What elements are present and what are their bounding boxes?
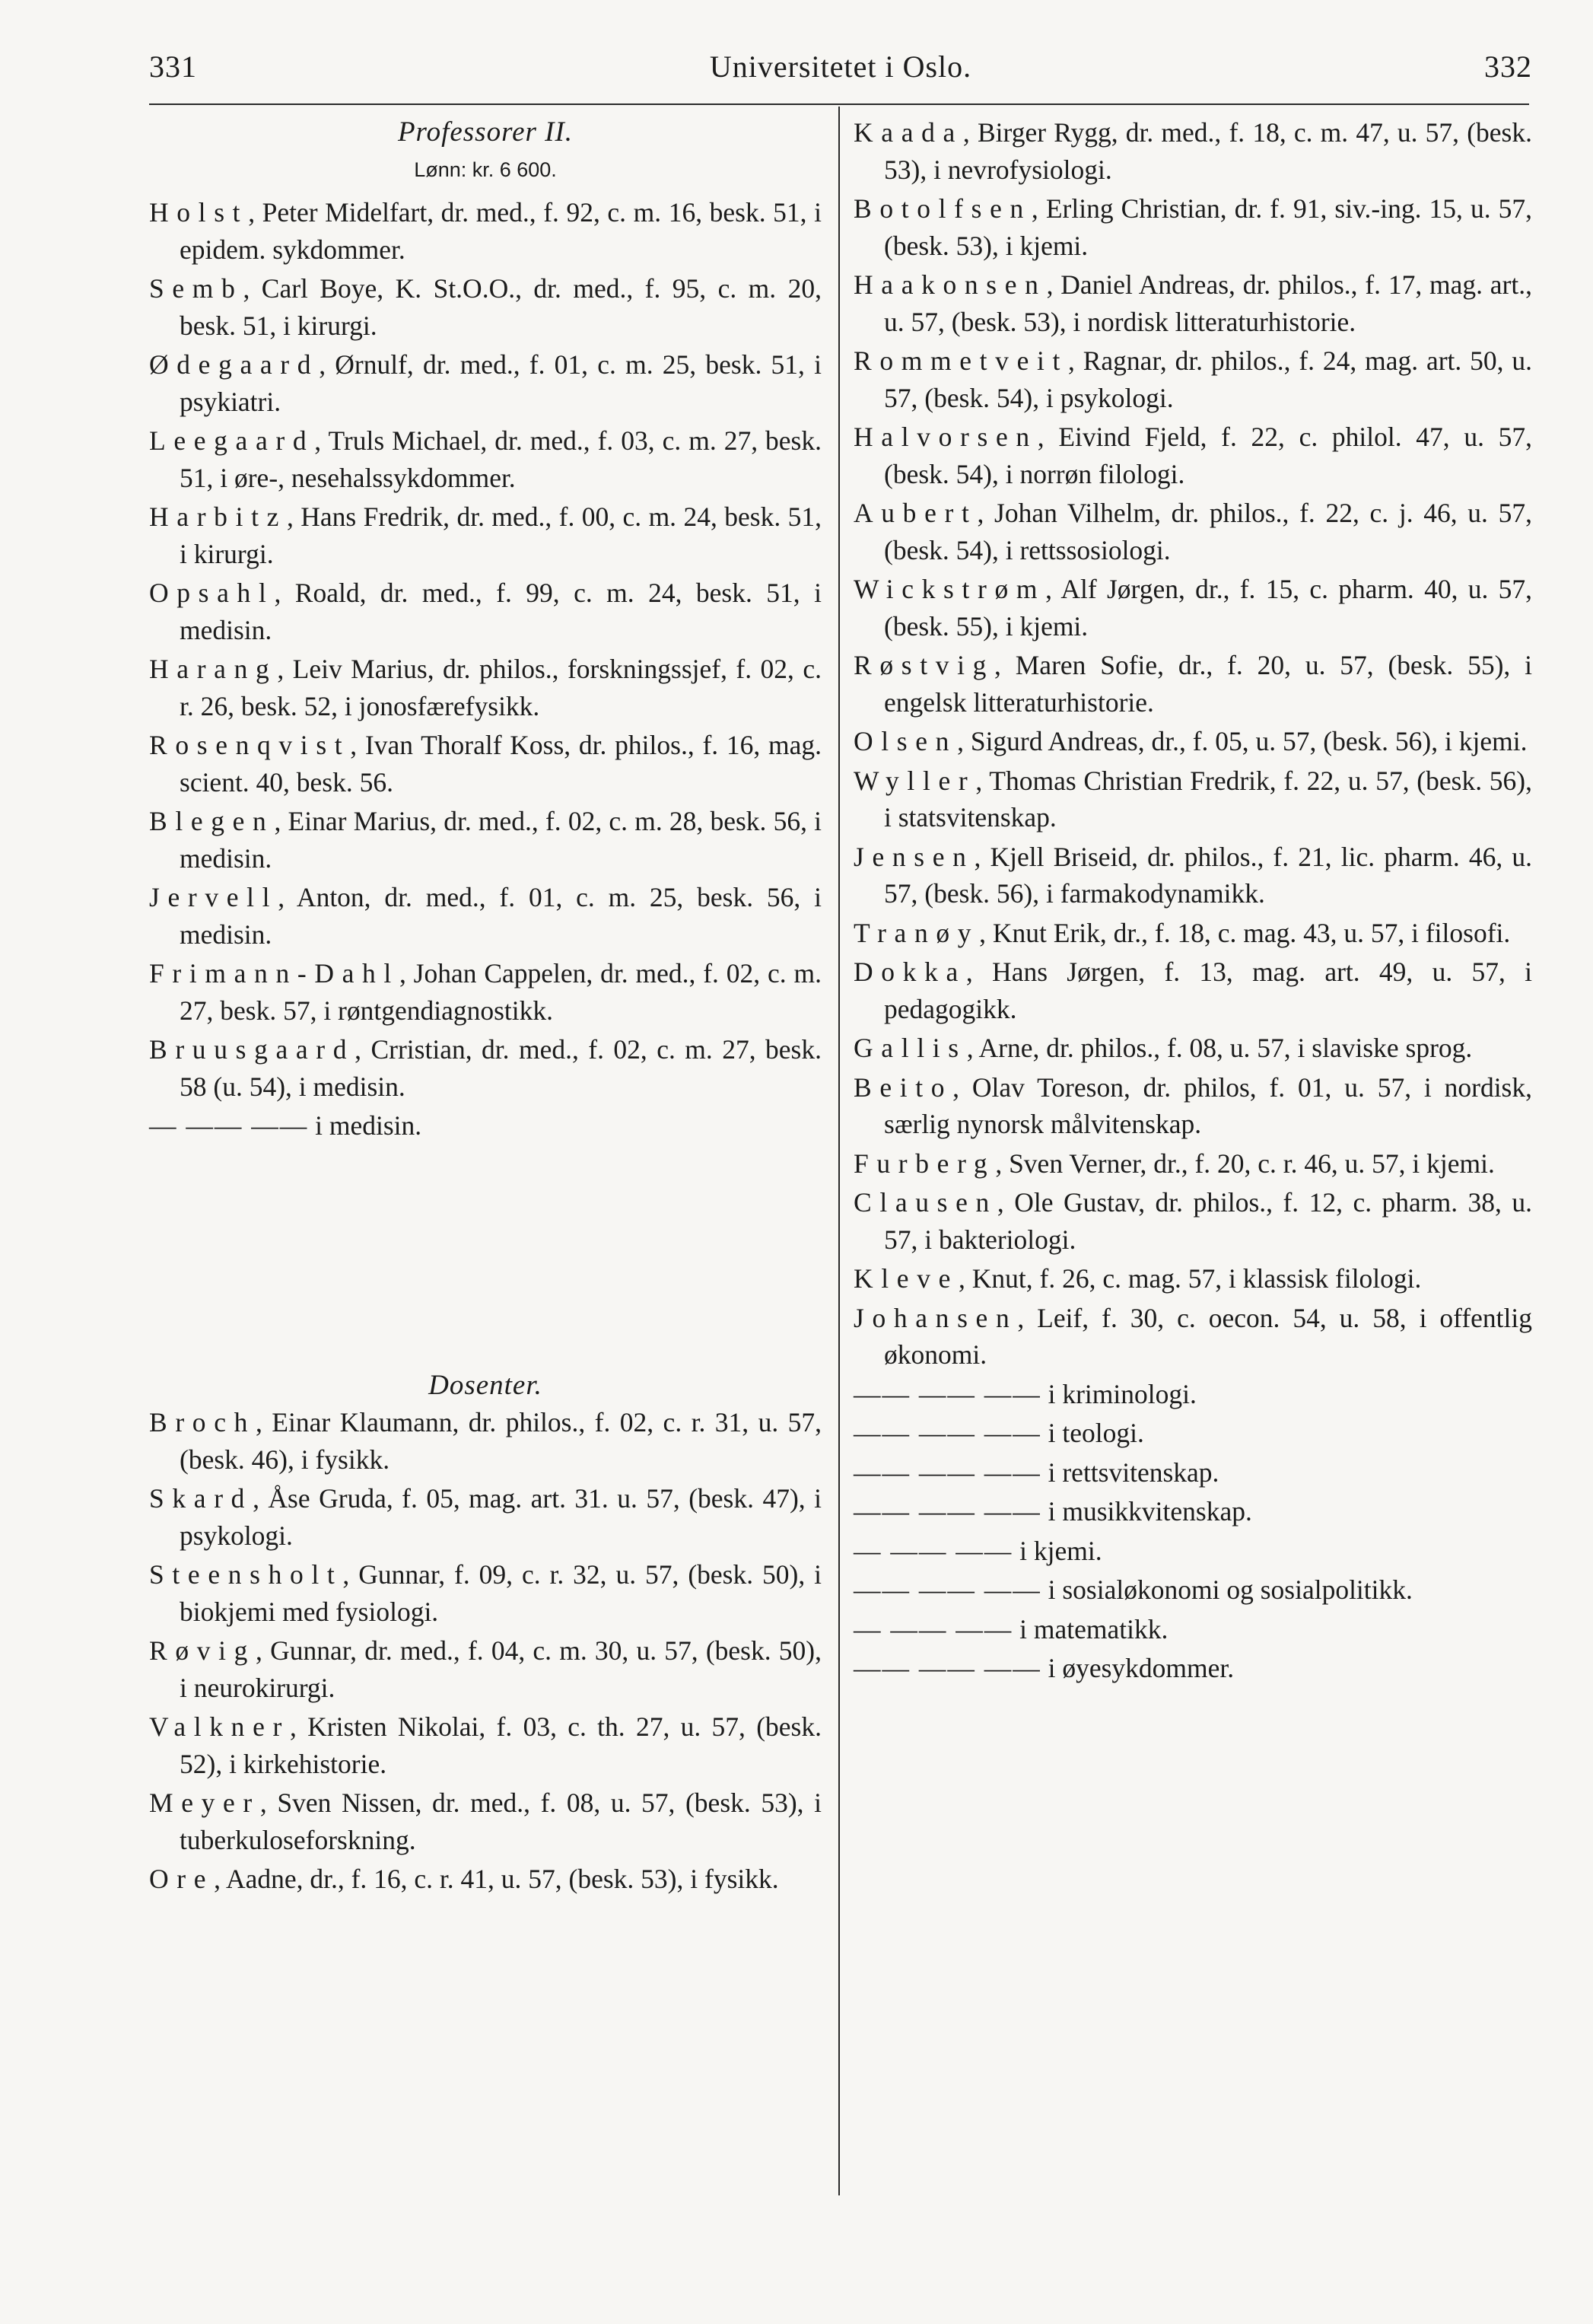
left-column <box>149 114 822 1900</box>
entry-details: , Crristian, dr. med., f. 02, c. m. 27, besk. 58 (u. 54), i medisin. <box>180 1034 822 1102</box>
entry-details: , Einar Klaumann, dr. philos., f. 02, c. r. 31, u. 57, (besk. 46), i fysikk. <box>180 1407 822 1475</box>
entry-details: , Kristen Nikolai, f. 03, c. th. 27, u. 57, (besk. 52), i kirkehistorie. <box>180 1711 822 1779</box>
entry <box>149 803 822 877</box>
entry-details: , Ole Gustav, dr. philos., f. 12, c. pharm. 38, u. 57, i bakteriologi. <box>884 1187 1532 1255</box>
entry <box>149 194 822 268</box>
entry-details: , Daniel Andreas, dr. philos., f. 17, mag. art., u. 57, (besk. 53), i nordisk litteraturhistorie. <box>884 269 1532 337</box>
entry-details: , Truls Michael, dr. med., f. 03, c. m. 27, besk. 51, i øre-, nesehalssykdommer. <box>180 425 822 493</box>
vacant-entry <box>854 1571 1532 1609</box>
entry <box>149 1480 822 1554</box>
vacant-entry <box>854 1493 1532 1530</box>
entry-details: , Carl Boye, K. St.O.O., dr. med., f. 95, c. m. 20, besk. 51, i kirurgi. <box>180 273 822 341</box>
entry-surname: Beito <box>854 1071 953 1103</box>
entry <box>854 419 1532 492</box>
entry-surname: Tranøy <box>854 917 980 948</box>
entry <box>854 1260 1532 1297</box>
entry-surname: Røvig <box>149 1635 256 1666</box>
entry-surname: Kaada <box>854 117 963 148</box>
entry <box>854 1300 1532 1374</box>
entry <box>854 1184 1532 1258</box>
entry-details: , Gunnar, dr. med., f. 04, c. m. 30, u. 57, (besk. 50), i neurokirurgi. <box>180 1635 822 1703</box>
vacancy-text: i kjemi. <box>1019 1535 1102 1566</box>
entry-surname: Ødegaard <box>149 349 320 380</box>
entry-surname: Meyer <box>149 1788 260 1818</box>
entry <box>854 1030 1532 1067</box>
entry-details: , Åse Gruda, f. 05, mag. art. 31. u. 57, (besk. 47), i psykologi. <box>180 1483 822 1551</box>
entry <box>149 1708 822 1782</box>
entry-surname: Skard <box>149 1483 253 1514</box>
entry-surname: Jervell <box>149 882 278 912</box>
entry-details: , Peter Midelfart, dr. med., f. 92, c. m. 16, besk. 51, i epidem. sykdommer. <box>180 197 822 265</box>
entry-details: , Knut, f. 26, c. mag. 57, i klassisk filologi. <box>959 1263 1422 1294</box>
entry-surname: Ore <box>149 1864 215 1894</box>
entry-details: , Leif, f. 30, c. oecon. 54, u. 58, i offentlig økonomi. <box>884 1302 1532 1370</box>
entry <box>854 647 1532 721</box>
entry-surname: Semb <box>149 273 243 304</box>
page-number-left: 331 <box>149 49 197 84</box>
vacancy-text: i medisin. <box>315 1110 422 1141</box>
vacancy-dashes: —— —— —— <box>854 1456 1041 1488</box>
entry-details: , Ørnulf, dr. med., f. 01, c. m. 25, besk. 51, i psykiatri. <box>180 349 822 417</box>
entry-details: , Roald, dr. med., f. 99, c. m. 24, besk. 51, i medisin. <box>180 578 822 645</box>
section-title-professors: Professorer II. <box>397 116 574 148</box>
entry-details: , Einar Marius, dr. med., f. 02, c. m. 28, besk. 56, i medisin. <box>180 806 822 874</box>
running-title: Universitetet i Oslo. <box>709 49 972 84</box>
vacant-entry <box>854 1650 1532 1687</box>
entry-surname: Johansen <box>854 1302 1018 1333</box>
entry <box>854 839 1532 912</box>
entry <box>149 1632 822 1706</box>
entry-details: , Knut Erik, dr., f. 18, c. mag. 43, u. 57, i filosofi. <box>979 917 1511 948</box>
entry <box>854 1145 1532 1183</box>
entry-details: , Sven Verner, dr., f. 20, c. r. 46, u. 57, i kjemi. <box>995 1148 1495 1179</box>
entry <box>854 571 1532 645</box>
entry-details: , Sven Nissen, dr. med., f. 08, u. 57, (besk. 53), i tuberkuloseforskning. <box>180 1788 822 1855</box>
vacancy-text: i teologi. <box>1048 1418 1144 1448</box>
professors-list <box>149 194 822 1105</box>
entry-details: , Maren Sofie, dr., f. 20, u. 57, (besk. 55), i engelsk litteraturhistorie. <box>884 650 1532 718</box>
dosenter-list-right <box>854 114 1532 1374</box>
entry <box>854 915 1532 952</box>
vacancy-text: i musikkvitenskap. <box>1048 1496 1252 1527</box>
header-rule <box>149 103 1529 105</box>
entry-surname: Wickstrøm <box>854 574 1046 604</box>
right-column <box>854 114 1532 1689</box>
entry <box>854 953 1532 1027</box>
entry-surname: Bruusgaard <box>149 1034 355 1065</box>
entry <box>149 1556 822 1630</box>
entry <box>854 495 1532 568</box>
entry-surname: Olsen <box>854 726 958 756</box>
entry-surname: Harang <box>149 654 278 684</box>
entry <box>149 1404 822 1478</box>
vacant-entry <box>854 1611 1532 1648</box>
entry-surname: Røstvig <box>854 650 995 680</box>
entry-surname: Aubert <box>854 498 978 528</box>
entry-surname: Broch <box>149 1407 256 1437</box>
entry-surname: Haakonsen <box>854 269 1047 300</box>
entry-details: , Johan Cappelen, dr. med., f. 02, c. m. 27, besk. 57, i røntgendiagnostikk. <box>180 958 822 1026</box>
vacant-entry <box>854 1533 1532 1570</box>
entry-surname: Rommetveit <box>854 345 1069 376</box>
entry <box>854 266 1532 340</box>
vacancy-text: i matematikk. <box>1019 1613 1169 1644</box>
entry-surname: Blegen <box>149 806 275 836</box>
entry <box>149 1784 822 1858</box>
entry-surname: Holst <box>149 197 249 228</box>
entry <box>854 723 1532 760</box>
entry <box>149 575 822 648</box>
entry-surname: Gallis <box>854 1033 967 1063</box>
section-title-dosenter: Dosenter. <box>428 1369 542 1401</box>
entry <box>149 879 822 953</box>
entry <box>149 422 822 496</box>
dosenter-list-left <box>149 1404 822 1898</box>
vacancy-dashes: —— —— —— <box>854 1378 1041 1409</box>
entry-surname: Wyller <box>854 765 976 796</box>
vacancy-dashes: —— —— —— <box>854 1574 1041 1605</box>
entry-details: , Johan Vilhelm, dr. philos., f. 22, c. j. 46, u. 57, (besk. 54), i rettssosiologi. <box>884 498 1532 565</box>
entry <box>149 346 822 420</box>
entry-surname: Rosenqvist <box>149 730 351 760</box>
entry <box>149 498 822 572</box>
entry <box>854 114 1532 188</box>
entry-details: , Eivind Fjeld, f. 22, c. philol. 47, u. 57, (besk. 54), i norrøn filologi. <box>884 422 1532 489</box>
entry-details: , Aadne, dr., f. 16, c. r. 41, u. 57, (besk. 53), i fysikk. <box>214 1864 779 1894</box>
vacant-entry <box>854 1376 1532 1413</box>
spacer <box>149 1147 822 1367</box>
entry-surname: Clausen <box>854 1187 997 1218</box>
entry-details: , Alf Jørgen, dr., f. 15, c. pharm. 40, u. 57, (besk. 55), i kjemi. <box>884 574 1532 641</box>
entry-details: , Hans Fredrik, dr. med., f. 00, c. m. 24, besk. 51, i kirurgi. <box>180 501 822 569</box>
vacancy-dashes: — —— —— <box>854 1535 1013 1566</box>
entry-details: , Anton, dr. med., f. 01, c. m. 25, besk. 56, i medisin. <box>180 882 822 950</box>
entry-details: , Leiv Marius, dr. philos., forskningssjef, f. 02, c. r. 26, besk. 52, i jonosfærefysikk. <box>180 654 822 721</box>
entry <box>149 1031 822 1105</box>
vacancy-text: i kriminologi. <box>1048 1378 1197 1409</box>
entry-surname: Harbitz <box>149 501 287 532</box>
vacancy-dashes: —— —— —— <box>854 1653 1041 1683</box>
entry <box>854 762 1532 836</box>
entry-details: , Birger Rygg, dr. med., f. 18, c. m. 47, u. 57, (besk. 53), i nevrofysiologi. <box>884 117 1532 185</box>
entry-surname: Halvorsen <box>854 422 1038 452</box>
entry-surname: Dokka <box>854 957 966 987</box>
entry-details: , Thomas Christian Fredrik, f. 22, u. 57, (besk. 56), i statsvitenskap. <box>884 765 1532 833</box>
vacancy-text: i rettsvitenskap. <box>1048 1456 1219 1488</box>
vacancy-dashes: — —— —— <box>854 1613 1013 1644</box>
entry-details: , Ivan Thoralf Koss, dr. philos., f. 16, mag. scient. 40, besk. 56. <box>180 730 822 797</box>
vacant-entry <box>854 1415 1532 1452</box>
vacancy-dashes: —— —— —— <box>854 1496 1041 1527</box>
salary-line: Lønn: kr. 6 600. <box>414 158 557 181</box>
vacancy-dashes: —— —— —— <box>854 1418 1041 1448</box>
entry-details: , Ragnar, dr. philos., f. 24, mag. art. 50, u. 57, (besk. 54), i psykologi. <box>884 345 1532 413</box>
entry-surname: Opsahl <box>149 578 275 608</box>
entry-surname: Leegaard <box>149 425 315 456</box>
entry-surname: Valkner <box>149 1711 290 1742</box>
entry-surname: Botolfsen <box>854 193 1032 224</box>
entry-details: , Kjell Briseid, dr. philos., f. 21, lic. pharm. 46, u. 57, (besk. 56), i farmakodynamikk. <box>884 841 1532 909</box>
page-number-right: 332 <box>1484 49 1532 84</box>
entry-surname: Frimann-Dahl <box>149 958 399 988</box>
entry <box>149 1861 822 1898</box>
vacancy-list <box>854 1376 1532 1687</box>
entry-surname: Steensholt <box>149 1559 343 1590</box>
vacancy-text: i sosialøkonomi og sosialpolitikk. <box>1048 1574 1413 1605</box>
column-divider <box>838 107 840 2195</box>
entry <box>854 190 1532 264</box>
entry <box>149 270 822 344</box>
entry <box>149 651 822 724</box>
vacant-entry <box>854 1454 1532 1491</box>
entry-details: , Arne, dr. philos., f. 08, u. 57, i slaviske sprog. <box>966 1033 1473 1063</box>
vacancy-text: i øyesykdommer. <box>1048 1653 1235 1683</box>
entry-surname: Kleve <box>854 1263 959 1294</box>
entry-details: , Sigurd Andreas, dr., f. 05, u. 57, (besk. 56), i kjemi. <box>957 726 1528 756</box>
vacancy-dashes: — —— —— <box>149 1110 309 1141</box>
entry <box>149 955 822 1029</box>
entry <box>854 342 1532 416</box>
entry <box>854 1069 1532 1143</box>
vacant-entry <box>149 1107 822 1144</box>
entry-surname: Furberg <box>854 1148 996 1179</box>
entry <box>149 727 822 801</box>
entry-surname: Jensen <box>854 841 975 872</box>
running-head <box>149 49 1532 94</box>
entry-details: , Hans Jørgen, f. 13, mag. art. 49, u. 57, i pedagogikk. <box>884 957 1532 1024</box>
entry-details: , Erling Christian, dr. f. 91, siv.-ing. 15, u. 57, (besk. 53), i kjemi. <box>884 193 1532 261</box>
entry-details: , Gunnar, f. 09, c. r. 32, u. 57, (besk. 50), i biokjemi med fysiologi. <box>180 1559 822 1627</box>
entry-details: , Olav Toreson, dr. philos, f. 01, u. 57, i nordisk, særlig nynorsk målvitenskap. <box>884 1071 1532 1139</box>
